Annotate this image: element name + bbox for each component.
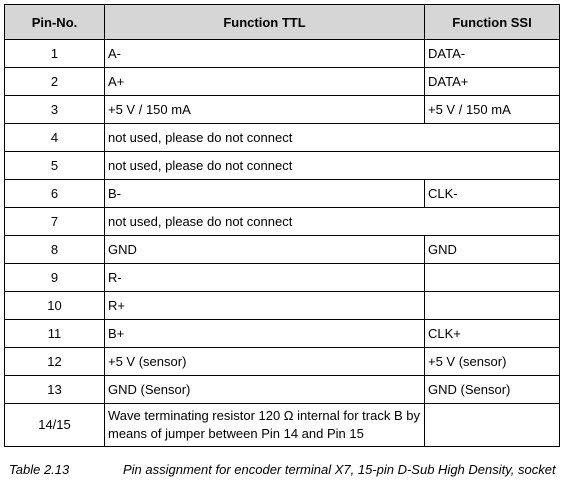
table-row <box>5 236 560 264</box>
table-row <box>5 68 560 96</box>
header-function-ttl: Function TTL <box>105 5 425 40</box>
pin-number-cell: 10 <box>5 292 105 320</box>
caption-number: Table 2.13 <box>9 462 70 477</box>
function-ttl-cell: B+ <box>105 320 425 348</box>
header-function-ssi: Function SSI <box>425 5 560 40</box>
function-ttl-cell: +5 V / 150 mA <box>105 96 425 124</box>
function-ssi-cell: CLK+ <box>425 320 560 348</box>
pin-number-cell: 14/15 <box>5 404 105 447</box>
function-ssi-cell <box>425 264 560 292</box>
table-row <box>5 404 560 447</box>
merged-function-cell: not used, please do not connect <box>105 124 560 152</box>
table-row <box>5 264 560 292</box>
pin-number-cell: 1 <box>5 40 105 68</box>
pin-number-cell: 6 <box>5 180 105 208</box>
merged-function-cell: not used, please do not connect <box>105 152 560 180</box>
table-row <box>5 180 560 208</box>
merged-function-cell: not used, please do not connect <box>105 208 560 236</box>
caption-text: Pin assignment for encoder terminal X7, 15-pin D-Sub High Density, socket <box>123 462 556 477</box>
function-ssi-cell <box>425 292 560 320</box>
table-row <box>5 124 560 152</box>
header-row <box>5 5 560 40</box>
function-ttl-cell: B- <box>105 180 425 208</box>
pin-number-cell: 8 <box>5 236 105 264</box>
pin-number-cell: 9 <box>5 264 105 292</box>
function-ttl-cell: A+ <box>105 68 425 96</box>
function-ttl-cell: Wave terminating resistor 120 Ω internal for track B by means of jumper between Pin 14 and Pin 15 <box>105 404 425 447</box>
function-ttl-cell: R+ <box>105 292 425 320</box>
table-row <box>5 40 560 68</box>
table-row <box>5 348 560 376</box>
header-pin-no: Pin-No. <box>5 5 105 40</box>
function-ssi-cell: CLK- <box>425 180 560 208</box>
pin-number-cell: 3 <box>5 96 105 124</box>
function-ssi-cell: GND (Sensor) <box>425 376 560 404</box>
function-ttl-cell: GND <box>105 236 425 264</box>
function-ssi-cell <box>425 404 560 447</box>
pin-number-cell: 12 <box>5 348 105 376</box>
function-ttl-cell: R- <box>105 264 425 292</box>
function-ssi-cell: +5 V / 150 mA <box>425 96 560 124</box>
function-ssi-cell: +5 V (sensor) <box>425 348 560 376</box>
function-ttl-cell: GND (Sensor) <box>105 376 425 404</box>
function-ssi-cell: GND <box>425 236 560 264</box>
pin-number-cell: 5 <box>5 152 105 180</box>
pin-number-cell: 7 <box>5 208 105 236</box>
pin-number-cell: 2 <box>5 68 105 96</box>
table-row <box>5 292 560 320</box>
pin-number-cell: 4 <box>5 124 105 152</box>
table-body <box>5 40 560 447</box>
table-row <box>5 96 560 124</box>
table-row <box>5 376 560 404</box>
table-row <box>5 320 560 348</box>
pin-number-cell: 13 <box>5 376 105 404</box>
table-row <box>5 152 560 180</box>
function-ssi-cell: DATA+ <box>425 68 560 96</box>
pin-number-cell: 11 <box>5 320 105 348</box>
table-row <box>5 208 560 236</box>
function-ssi-cell: DATA- <box>425 40 560 68</box>
function-ttl-cell: A- <box>105 40 425 68</box>
function-ttl-cell: +5 V (sensor) <box>105 348 425 376</box>
pin-assignment-table <box>4 4 560 447</box>
